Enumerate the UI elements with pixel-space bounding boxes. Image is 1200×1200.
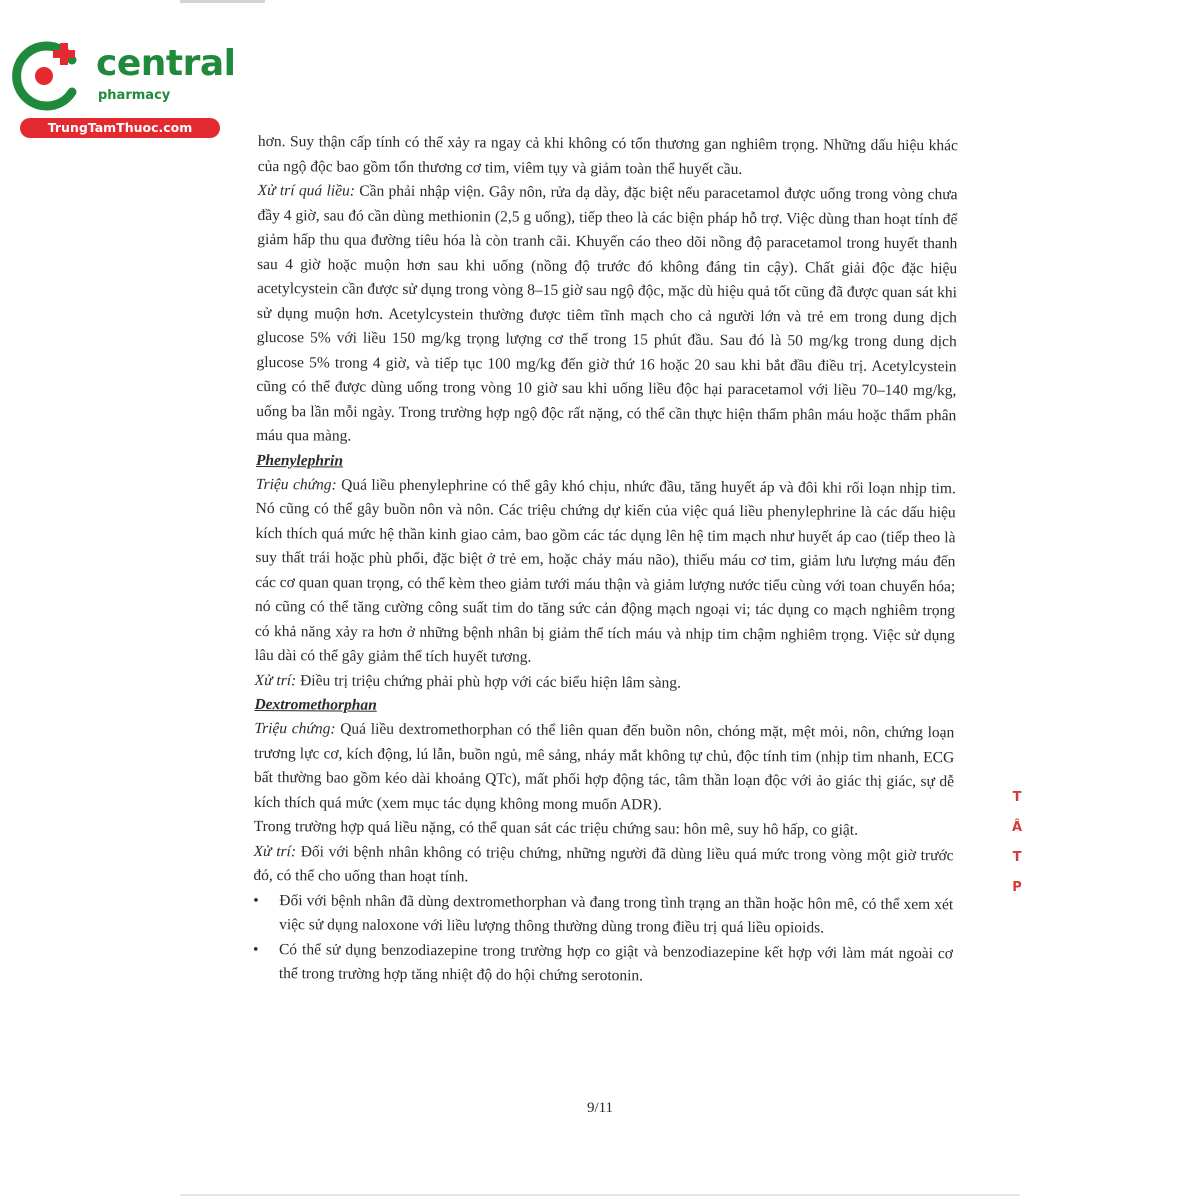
section-heading-dextromethorphan: Dextromethorphan bbox=[254, 695, 377, 714]
symptom-label: Triệu chứng: bbox=[254, 719, 336, 738]
scan-top-mark bbox=[180, 0, 265, 3]
red-stamp-fragment bbox=[1010, 750, 1024, 910]
page-number: 9/11 bbox=[586, 1100, 614, 1116]
stamp-char: T bbox=[1012, 850, 1022, 865]
central-pharmacy-logo[interactable] bbox=[10, 38, 236, 138]
treatment-text: Điều trị triệu chứng phải phù hợp với các biểu hiện lâm sàng. bbox=[296, 671, 681, 692]
treatment-text: Đối với bệnh nhân không có triệu chứng, những người đã dùng liều quá mức trong vòng một giờ trước đó, có thể cho uống than hoạt tính. bbox=[253, 842, 954, 886]
bullet-icon: • bbox=[253, 891, 259, 909]
stamp-char: T bbox=[1012, 790, 1022, 805]
paracetamol-overdose-continued: hơn. Suy thận cấp tính có thể xảy ra ngay cả khi không có tổn thương gan nghiêm trọng. Những dấu hiệu khác của ngộ độc bao gồm tổn thương cơ tim, viêm tụy và giảm toàn thể huyết cầu. bbox=[257, 132, 958, 178]
list-item bbox=[253, 937, 953, 990]
treatment-label: Xử trí quá liều: bbox=[257, 181, 355, 200]
symptom-text: Quá liều phenylephrine có thể gây khó chịu, nhức đầu, tăng huyết áp và đôi khi rối loạn nhịp tim. Nó cũng có thể gây buồn nôn và nôn. Các triệu chứng dự kiến của việc quá liều phenylephrine là các dấu hiệu kích thích quá mức hệ thần kinh giao cảm, bao gồm các tác dụng lên hệ tim mạch như huyết áp cao (tiếp theo là suy thất trái hoặc phù phổi, đặc biệt ở trẻ em, hoặc chảy máu não), thiếu máu cơ tim, giảm lưu lượng máu đến các cơ quan quan trọng, có thể kèm theo giảm tưới máu thận và giảm lượng nước tiểu cùng với toan chuyển hóa; nó cũng có thể tăng cường công suất tim do tăng sức cản động mạch ngoại vi; tác dụng co mạch nghiêm trọng có khả năng xảy ra hơn ở những bệnh nhân bị giảm thể tích máu và nhịp tim chậm nghiêm trọng. Việc sử dụng lâu dài có thể gây giảm thể tích huyết tương. bbox=[254, 475, 956, 666]
brand-url[interactable]: TrungTamThuoc.com bbox=[20, 118, 220, 138]
brand-subtitle: pharmacy bbox=[98, 88, 171, 103]
stamp-char: Â bbox=[1011, 820, 1023, 835]
treatment-label: Xử trí: bbox=[253, 842, 297, 860]
list-item bbox=[253, 888, 953, 941]
pharmacy-cross-icon bbox=[10, 38, 86, 114]
brand-name: central bbox=[96, 43, 236, 84]
list-item-text: Có thể sử dụng benzodiazepine trong trường hợp co giật và benzodiazepine kết hợp với làm mát ngoài cơ thể trong trường hợp tăng nhiệt độ do hội chứng serotonin. bbox=[278, 940, 954, 985]
document-body bbox=[253, 130, 958, 991]
phenylephrin-symptoms bbox=[255, 472, 956, 672]
symptom-label: Triệu chứng: bbox=[255, 475, 337, 493]
dextromethorphan-severe: Trong trường hợp quá liều nặng, có thể quan sát các triệu chứng sau: hôn mê, suy hô hấp, co giật. bbox=[253, 817, 859, 839]
symptom-text: Quá liều dextromethorphan có thể liên quan đến buồn nôn, chóng mặt, mệt mỏi, nôn, chứng loạn trương lực cơ, kích động, lú lẫn, buồn ngủ, mê sảng, nháy mắt không tự chủ, độc tính tim (nhịp tim nhanh, ECG bất thường bao gồm kéo dài khoảng QTc), mất phối hợp động tác, tâm thần loạn độc với ảo giác thị giác, sự dễ kích thích quá mức (xem mục tác dụng không mong muốn ADR). bbox=[253, 720, 955, 813]
dextromethorphan-symptoms bbox=[254, 717, 955, 819]
section-heading-phenylephrin: Phenylephrin bbox=[255, 451, 344, 470]
bullet-icon: • bbox=[252, 940, 259, 958]
list-item-text: Đối với bệnh nhân đã dùng dextromethorphan và đang trong tình trạng an thần hoặc hôn mê, có thể xem xét việc sử dụng naloxone với liều lượng thông thường dùng trong điều trị quá liều opioids. bbox=[279, 891, 954, 937]
treatment-label: Xử trí: bbox=[254, 671, 297, 689]
scan-margin bbox=[1020, 0, 1200, 1200]
paracetamol-treatment bbox=[256, 179, 958, 453]
treatment-text: Cần phải nhập viện. Gây nôn, rửa dạ dày, đặc biệt nếu paracetamol được uống trong vòng chưa đầy 4 giờ, sau đó cần dùng methionin (2,5 g uống), tiếp theo là các biện pháp hỗ trợ. Việc dùng than hoạt tính để giảm hấp thu qua đường tiêu hóa là còn tranh cãi. Khuyến cáo theo dõi nồng độ paracetamol trong huyết thanh sau 4 giờ hoặc muộn hơn sau khi uống (nồng độ trước đó không đáng tin cậy). Chất giải độc đặc hiệu acetylcystein cần được sử dụng trong vòng 8–15 giờ sau ngộ độc, mặc dù hiệu quả tốt cũng đã được quan sát khi sử dụng muộn hơn. Acetylcystein thường được tiêm tĩnh mạch cho cả người lớn và trẻ em trong dung dịch glucose 5% với liều 150 mg/kg trọng lượng cơ thể trong 15 phút đầu. Sau đó là 50 mg/kg trong dung dịch glucose 5% trong 4 giờ, và tiếp tục 100 mg/kg đến giờ thứ 16 hoặc 20 sau khi bắt đầu điều trị. Acetylcystein cũng có thể được dùng uống trong vòng 10 giờ sau khi uống liều độc hại paracetamol với liều 70–140 mg/kg, uống ba lần mỗi ngày. Trong trường hợp ngộ độc rất nặng, có thể cần thực hiện thẩm phân máu hoặc thẩm phân máu qua màng. bbox=[256, 182, 958, 445]
stamp-char: P bbox=[1012, 880, 1022, 895]
scan-bottom-mark bbox=[180, 1194, 1020, 1196]
dextromethorphan-treatment bbox=[253, 839, 953, 892]
